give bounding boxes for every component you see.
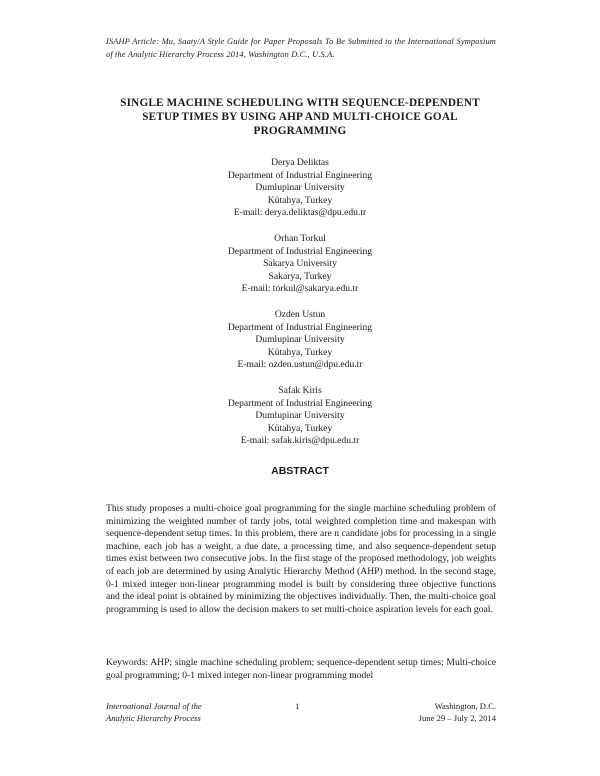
footer-venue <box>419 701 496 724</box>
footer-venue-line: June 29 – July 2, 2014 <box>418 712 496 723</box>
author-location: Kütahya, Turkey <box>267 422 333 434</box>
author-name: Safak Kiris <box>278 384 322 396</box>
footer-journal-line: International Journal of the <box>106 701 202 711</box>
author-email: E-mail: torkul@sakarya.edu.tr <box>241 283 359 295</box>
keywords: Keywords: AHP; single machine scheduling problem; sequence-dependent setup times; Multi-choice goal programming; 0-1 mixed integer non-linear programming model <box>106 657 496 681</box>
author-university: Dumlupinar University <box>255 182 345 194</box>
author-name: Ozden Ustun <box>274 308 326 320</box>
author-block <box>110 157 490 220</box>
abstract-text: This study proposes a multi-choice goal programming for the single machine scheduling problem of minimizing the weighted number of tardy jobs, total weighted completion time and makespan with sequence-dependent setup times. In this problem, there are n candidate jobs for processing in a single machine, each job has a weight, a due date, a processing time, and also sequence-dependent setup times exist between two consecutive jobs. In the first stage of the proposed methodology, job weights of each job are determined by using Analytic Hierarchy Method (AHP) method. In the second stage, 0-1 mixed integer non-linear programming model is built by considering three objective functions and the ideal point is obtained by minimizing the objectives individually. Then, the multi-choice goal programming is used to allow the decision makers to set multi-choice aspiration levels for each goal. <box>106 503 496 615</box>
footer-journal-line: Analytic Hierarchy Process <box>106 712 201 723</box>
author-location: Kütahya, Turkey <box>267 194 333 206</box>
author-email: E-mail: safak.kiris@dpu.edu.tr <box>240 435 360 447</box>
paper-title: SINGLE MACHINE SCHEDULING WITH SEQUENCE-DEPENDENT SETUP TIMES BY USING AHP AND MULTI-CHOICE GOAL PROGRAMMING <box>120 97 480 137</box>
running-header: ISAHP Article: Mu, Saaty/A Style Guide for Paper Proposals To Be Submitted to the International Symposium of the Analytic Hierarchy Process 2014, Washington D.C., U.S.A. <box>106 37 496 59</box>
footer-journal <box>106 701 202 724</box>
author-department: Department of Industrial Engineering <box>227 321 373 333</box>
author-location: Sakarya, Turkey <box>268 270 332 282</box>
author-department: Department of Industrial Engineering <box>227 245 373 257</box>
author-location: Kütahya, Turkey <box>267 346 333 358</box>
abstract-heading: ABSTRACT <box>271 465 329 477</box>
author-university: Sakarya University <box>263 258 337 270</box>
author-name: Orhan Torkul <box>274 232 326 244</box>
author-email: E-mail: ozden.ustun@dpu.edu.tr <box>237 359 363 371</box>
footer-venue-line: Washington, D.C. <box>434 701 496 711</box>
author-block <box>110 233 490 296</box>
author-name: Derya Deliktas <box>271 157 329 168</box>
author-block <box>110 309 490 372</box>
author-university: Dumlupinar University <box>255 334 345 346</box>
author-block <box>110 385 490 448</box>
page-number: 1 <box>295 701 300 711</box>
author-university: Dumlupinar University <box>255 410 345 422</box>
author-list <box>110 157 490 461</box>
author-department: Department of Industrial Engineering <box>227 397 373 409</box>
author-department: Department of Industrial Engineering <box>227 169 373 181</box>
author-email: E-mail: derya.deliktas@dpu.edu.tr <box>233 207 367 219</box>
